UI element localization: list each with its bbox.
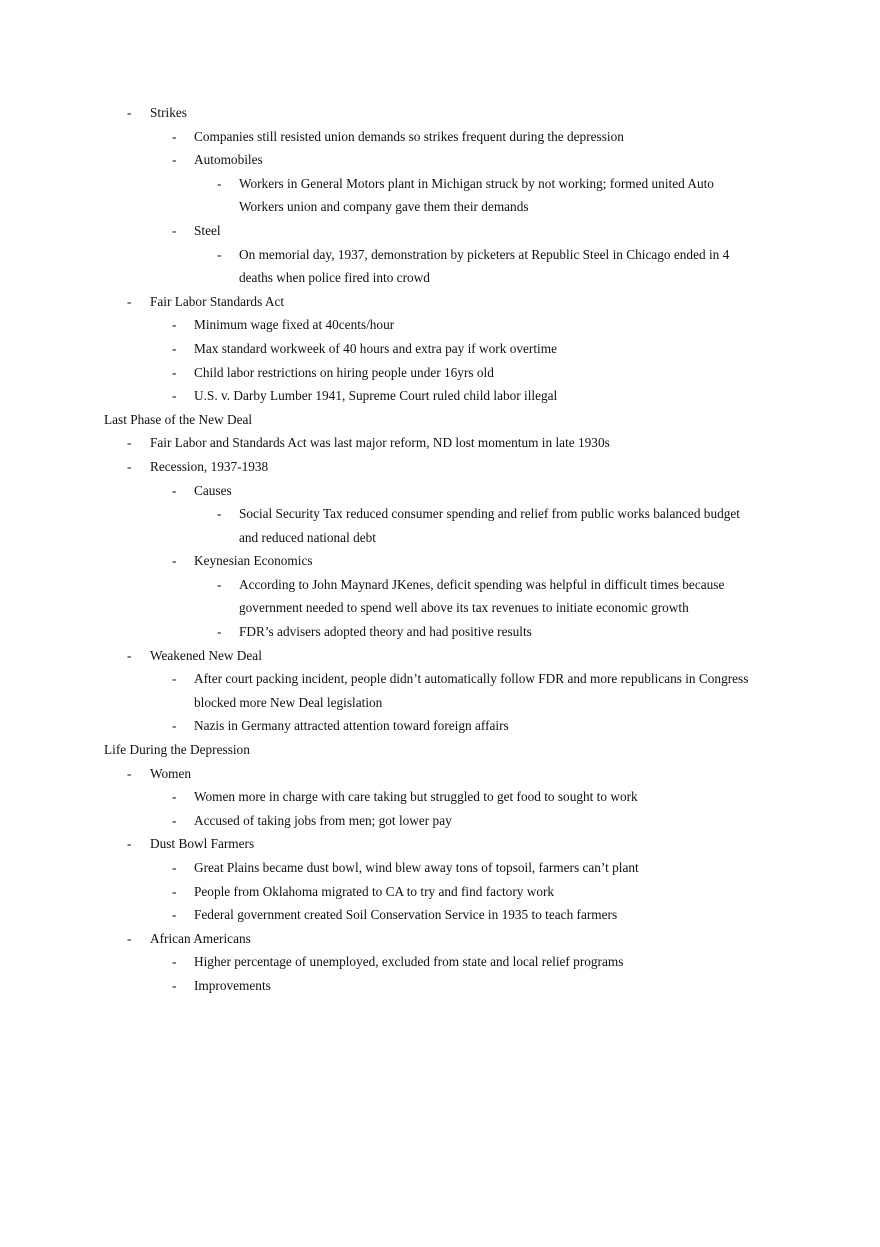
- outline-item: [0, 809, 880, 833]
- outline-item-text: Improvements: [194, 977, 271, 993]
- bullet-dash: -: [172, 152, 177, 168]
- outline-item: [0, 313, 880, 337]
- bullet-dash: -: [127, 836, 132, 852]
- outline-item: [0, 950, 880, 974]
- outline-item: [0, 172, 880, 196]
- outline-item-text: Automobiles: [194, 152, 263, 168]
- outline-item: [0, 384, 880, 408]
- outline-item: [0, 361, 880, 385]
- outline-item-text: FDR’s advisers adopted theory and had positive results: [239, 624, 532, 640]
- outline-item-text: Higher percentage of unemployed, excluded from state and local relief programs: [194, 954, 624, 970]
- outline-item-text: Weakened New Deal: [150, 647, 262, 663]
- outline-item: [0, 101, 880, 125]
- outline-item: [0, 596, 880, 620]
- bullet-dash: -: [172, 388, 177, 404]
- bullet-dash: -: [217, 624, 222, 640]
- outline-item-text: African Americans: [150, 930, 251, 946]
- bullet-dash: -: [127, 105, 132, 120]
- outline-item-text: deaths when police fired into crowd: [239, 270, 430, 286]
- bullet-dash: -: [217, 506, 222, 522]
- outline-item: [0, 785, 880, 809]
- outline-item: [0, 573, 880, 597]
- outline-item: [0, 620, 880, 644]
- outline-item-text: Nazis in Germany attracted attention toward foreign affairs: [194, 718, 509, 734]
- outline-item-text: Causes: [194, 482, 232, 498]
- outline-item-text: Federal government created Soil Conservation Service in 1935 to teach farmers: [194, 907, 618, 923]
- bullet-dash: -: [172, 553, 177, 569]
- outline-item-text: According to John Maynard JKenes, deficit spending was helpful in difficult times because: [239, 576, 725, 592]
- outline-item: [0, 903, 880, 927]
- outline-item: [0, 644, 880, 668]
- outline-item-text: Workers union and company gave them their demands: [239, 199, 529, 215]
- outline-item-text: Steel: [194, 222, 221, 238]
- outline-item: [0, 667, 880, 691]
- outline-item-text: Companies still resisted union demands so strikes frequent during the depression: [194, 128, 624, 144]
- bullet-dash: -: [172, 222, 177, 238]
- bullet-dash: -: [172, 128, 177, 144]
- outline-item-text: U.S. v. Darby Lumber 1941, Supreme Court ruled child labor illegal: [194, 388, 558, 404]
- outline-item: [0, 880, 880, 904]
- outline-item-text: Child labor restrictions on hiring people under 16yrs old: [194, 364, 494, 380]
- outline-item-text: blocked more New Deal legislation: [194, 694, 383, 710]
- bullet-dash: -: [172, 671, 177, 687]
- outline-item-text: Keynesian Economics: [194, 553, 313, 569]
- bullet-dash: -: [172, 482, 177, 498]
- bullet-dash: -: [127, 293, 132, 309]
- outline-item: [0, 927, 880, 951]
- section-heading: [0, 408, 880, 432]
- outline-item: [0, 148, 880, 172]
- bullet-dash: -: [172, 718, 177, 734]
- outline-notes: [0, 101, 880, 998]
- bullet-dash: -: [172, 340, 177, 356]
- outline-item: [0, 856, 880, 880]
- outline-item-text: Workers in General Motors plant in Michigan struck by not working; formed united Auto: [239, 175, 714, 191]
- bullet-dash: -: [172, 977, 177, 993]
- section-heading-text: Life During the Depression: [104, 742, 250, 758]
- outline-item-text: Strikes: [150, 105, 187, 120]
- outline-item: [0, 832, 880, 856]
- outline-item-text: Great Plains became dust bowl, wind blew away tons of topsoil, farmers can’t plant: [194, 860, 639, 875]
- bullet-dash: -: [172, 883, 177, 899]
- bullet-dash: -: [217, 175, 222, 191]
- outline-item: [0, 195, 880, 219]
- outline-item-text: Social Security Tax reduced consumer spending and relief from public works balanced budget: [239, 506, 740, 522]
- outline-item-text: Max standard workweek of 40 hours and extra pay if work overtime: [194, 340, 557, 356]
- outline-item: [0, 714, 880, 738]
- outline-item: [0, 691, 880, 715]
- outline-item-text: After court packing incident, people didn’t automatically follow FDR and more republicans in Congress: [194, 671, 749, 687]
- outline-item-text: On memorial day, 1937, demonstration by picketers at Republic Steel in Chicago ended in 4: [239, 246, 730, 262]
- outline-item: [0, 219, 880, 243]
- outline-item-text: government needed to spend well above its tax revenues to initiate economic growth: [239, 600, 689, 616]
- outline-item: [0, 526, 880, 550]
- bullet-dash: -: [217, 576, 222, 592]
- bullet-dash: -: [127, 765, 132, 781]
- bullet-dash: -: [217, 246, 222, 262]
- outline-item: [0, 549, 880, 573]
- section-heading-text: Last Phase of the New Deal: [104, 411, 253, 427]
- outline-item: [0, 974, 880, 998]
- outline-item: [0, 266, 880, 290]
- outline-item: [0, 337, 880, 361]
- bullet-dash: -: [172, 317, 177, 333]
- bullet-dash: -: [172, 860, 177, 875]
- outline-item-text: People from Oklahoma migrated to CA to try and find factory work: [194, 883, 555, 899]
- section-heading: [0, 738, 880, 762]
- bullet-dash: -: [127, 458, 132, 474]
- outline-item: [0, 125, 880, 149]
- outline-item: [0, 455, 880, 479]
- outline-item-text: Women more in charge with care taking but struggled to get food to sought to work: [194, 789, 638, 805]
- bullet-dash: -: [172, 364, 177, 380]
- outline-item-text: Dust Bowl Farmers: [150, 836, 255, 852]
- outline-item: [0, 502, 880, 526]
- outline-item-text: Women: [150, 765, 192, 781]
- outline-item-text: Accused of taking jobs from men; got lower pay: [194, 812, 452, 828]
- outline-item-text: Fair Labor and Standards Act was last major reform, ND lost momentum in late 1930s: [150, 435, 610, 451]
- bullet-dash: -: [127, 930, 132, 946]
- outline-item: [0, 431, 880, 455]
- outline-item-text: and reduced national debt: [239, 529, 376, 545]
- outline-item-text: Minimum wage fixed at 40cents/hour: [194, 317, 395, 333]
- outline-item: [0, 762, 880, 786]
- outline-item-text: Recession, 1937-1938: [150, 458, 269, 474]
- bullet-dash: -: [172, 954, 177, 970]
- outline-item-text: Fair Labor Standards Act: [150, 293, 285, 309]
- bullet-dash: -: [172, 907, 177, 923]
- outline-item: [0, 243, 880, 267]
- bullet-dash: -: [172, 789, 177, 805]
- outline-item: [0, 290, 880, 314]
- bullet-dash: -: [172, 812, 177, 828]
- outline-item: [0, 479, 880, 503]
- bullet-dash: -: [127, 435, 132, 451]
- bullet-dash: -: [127, 647, 132, 663]
